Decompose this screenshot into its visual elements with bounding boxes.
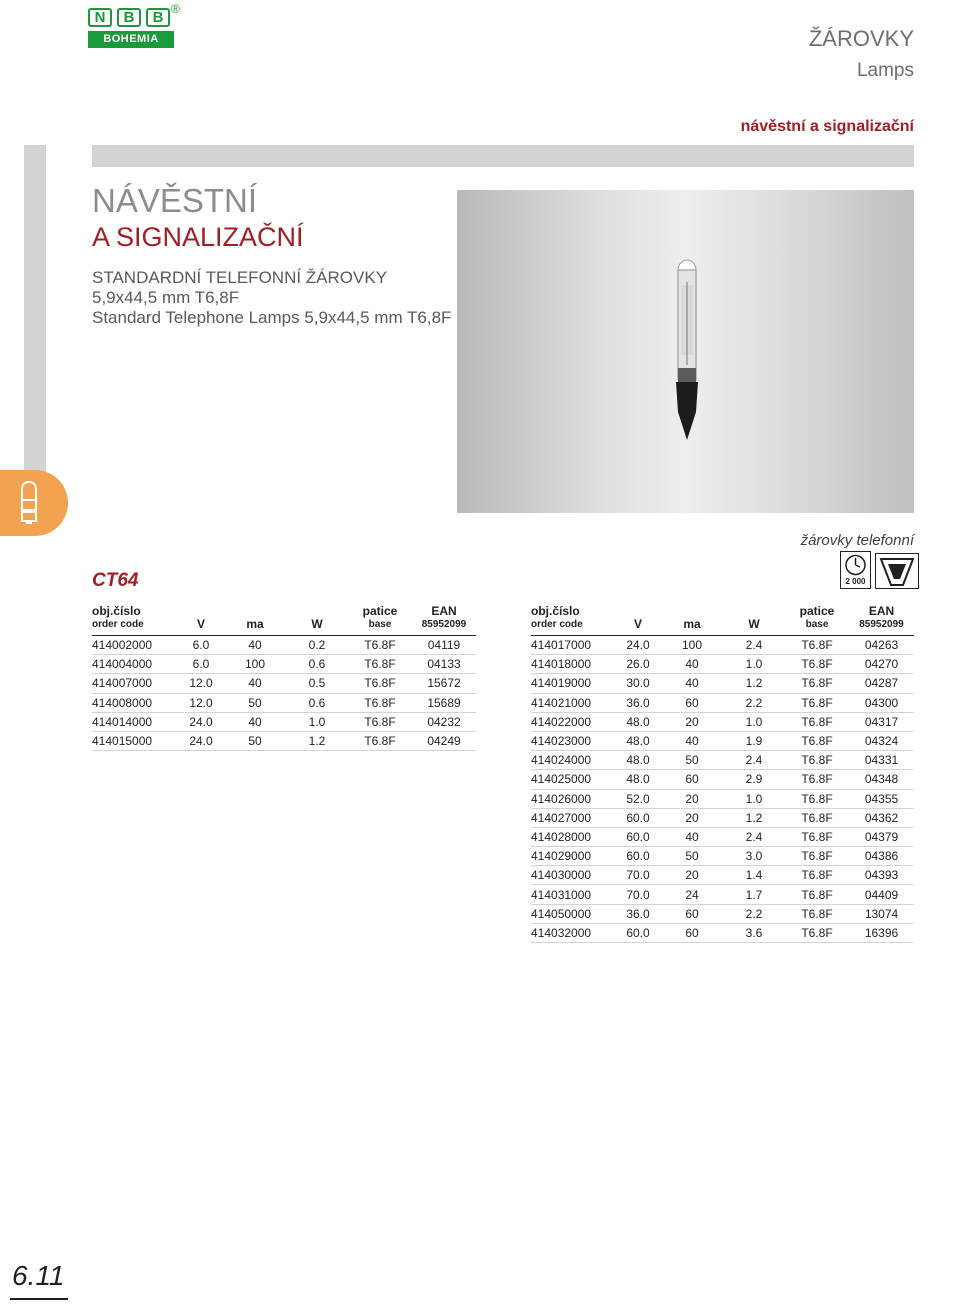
cell-base: T6.8F [785, 693, 849, 712]
cell-voltage: 70.0 [615, 885, 661, 904]
lamp-image [457, 190, 914, 513]
cell-watt: 2.9 [723, 770, 785, 789]
table-row [531, 731, 914, 750]
cell-ean: 04287 [849, 674, 914, 693]
cell-voltage: 30.0 [615, 674, 661, 693]
cell-watt: 0.5 [286, 674, 348, 693]
product-category-name: žárovky telefonní [800, 532, 914, 549]
product-code: CT64 [92, 570, 139, 591]
col-order-en: order code [92, 619, 144, 630]
table-row [531, 827, 914, 846]
cell-current: 24 [661, 885, 723, 904]
cell-ean: 04393 [849, 866, 914, 885]
cell-order-code: 414015000 [92, 731, 178, 750]
cell-current: 60 [661, 693, 723, 712]
cell-voltage: 36.0 [615, 693, 661, 712]
cell-ean: 13074 [849, 904, 914, 923]
cell-watt: 1.0 [723, 712, 785, 731]
table-body-right [531, 636, 914, 943]
cell-current: 20 [661, 789, 723, 808]
table-row [531, 847, 914, 866]
cell-voltage: 24.0 [178, 731, 224, 750]
cell-order-code: 414019000 [531, 674, 615, 693]
cell-order-code: 414004000 [92, 655, 178, 674]
section-description [92, 268, 451, 328]
logo-letters [88, 8, 174, 28]
cell-order-code: 414007000 [92, 674, 178, 693]
cell-order-code: 414024000 [531, 751, 615, 770]
cell-watt: 2.2 [723, 693, 785, 712]
col-base-en: base [368, 619, 392, 630]
top-decor-bar [92, 145, 914, 167]
col-order [92, 605, 178, 636]
cell-voltage: 12.0 [178, 693, 224, 712]
cell-watt: 1.2 [286, 731, 348, 750]
col-base-label: patice [799, 604, 835, 618]
cell-ean: 04379 [849, 827, 914, 846]
cell-current: 40 [224, 674, 286, 693]
cell-ean: 04249 [412, 731, 476, 750]
cell-order-code: 414022000 [531, 712, 615, 731]
cell-current: 40 [224, 712, 286, 731]
table-row [92, 655, 476, 674]
table-row [531, 770, 914, 789]
cell-voltage: 24.0 [615, 636, 661, 655]
page-number-rule [10, 1298, 68, 1300]
cell-current: 100 [661, 636, 723, 655]
cell-voltage: 36.0 [615, 904, 661, 923]
clock-lifetime-icon [840, 551, 871, 589]
cell-base: T6.8F [348, 712, 412, 731]
bulb-icon [18, 480, 40, 528]
col-ma: ma [661, 605, 723, 636]
cell-order-code: 414023000 [531, 731, 615, 750]
cell-order-code: 414014000 [92, 712, 178, 731]
cell-watt: 0.6 [286, 655, 348, 674]
cell-order-code: 414030000 [531, 866, 615, 885]
cell-base: T6.8F [785, 770, 849, 789]
cell-current: 40 [661, 731, 723, 750]
cell-order-code: 414029000 [531, 847, 615, 866]
cell-base: T6.8F [348, 693, 412, 712]
table-row [531, 885, 914, 904]
cell-ean: 04324 [849, 731, 914, 750]
cell-ean: 04331 [849, 751, 914, 770]
cell-order-code: 414002000 [92, 636, 178, 655]
cell-base: T6.8F [785, 655, 849, 674]
cell-watt: 1.0 [723, 655, 785, 674]
cell-base: T6.8F [785, 808, 849, 827]
desc-line1: STANDARDNÍ TELEFONNÍ ŽÁROVKY [92, 268, 388, 287]
cell-voltage: 60.0 [615, 847, 661, 866]
cell-voltage: 60.0 [615, 808, 661, 827]
cell-voltage: 48.0 [615, 770, 661, 789]
cell-base: T6.8F [785, 885, 849, 904]
page-number: 6.11 [12, 1260, 65, 1291]
cell-current: 40 [661, 674, 723, 693]
cell-ean: 15689 [412, 693, 476, 712]
table-row [92, 674, 476, 693]
cell-ean: 15672 [412, 674, 476, 693]
cell-voltage: 6.0 [178, 655, 224, 674]
cell-ean: 04232 [412, 712, 476, 731]
cell-voltage: 48.0 [615, 712, 661, 731]
col-base-en: base [805, 619, 829, 630]
cell-ean: 04270 [849, 655, 914, 674]
cell-base: T6.8F [348, 731, 412, 750]
table-row [92, 693, 476, 712]
cell-ean: 04133 [412, 655, 476, 674]
product-photo [457, 190, 914, 513]
cell-watt: 2.4 [723, 827, 785, 846]
cell-voltage: 48.0 [615, 751, 661, 770]
table-row [92, 636, 476, 655]
table-row [531, 789, 914, 808]
cell-base: T6.8F [348, 636, 412, 655]
table-row [531, 712, 914, 731]
header-category: návěstní a signalizační [740, 118, 914, 135]
cell-current: 40 [661, 827, 723, 846]
cell-order-code: 414018000 [531, 655, 615, 674]
cell-watt: 3.6 [723, 923, 785, 942]
table-row [531, 674, 914, 693]
cell-watt: 1.2 [723, 808, 785, 827]
cell-order-code: 414032000 [531, 923, 615, 942]
col-ean-label: EAN [431, 604, 457, 618]
col-base [785, 605, 849, 636]
col-ean [849, 605, 914, 636]
spec-table-right [531, 605, 914, 943]
cell-current: 60 [661, 770, 723, 789]
col-order-label: obj.číslo [531, 604, 580, 618]
cell-order-code: 414025000 [531, 770, 615, 789]
cell-watt: 1.2 [723, 674, 785, 693]
table-row [531, 751, 914, 770]
cell-voltage: 12.0 [178, 674, 224, 693]
col-base-label: patice [362, 604, 398, 618]
left-decor-bar [24, 145, 46, 477]
cell-current: 20 [661, 712, 723, 731]
col-ean-prefix: 85952099 [421, 619, 467, 630]
col-v: V [178, 605, 224, 636]
table-row [531, 693, 914, 712]
cell-current: 50 [224, 731, 286, 750]
cell-ean: 04348 [849, 770, 914, 789]
cell-base: T6.8F [785, 731, 849, 750]
logo-bohemia: BOHEMIA [88, 31, 174, 48]
col-base [348, 605, 412, 636]
lifetime-hours: 2 000 [845, 577, 866, 586]
table-header-row [531, 605, 914, 636]
col-ma: ma [224, 605, 286, 636]
cell-base: T6.8F [785, 751, 849, 770]
cell-ean: 04300 [849, 693, 914, 712]
cell-order-code: 414021000 [531, 693, 615, 712]
col-w: W [723, 605, 785, 636]
cell-ean: 04409 [849, 885, 914, 904]
cell-base: T6.8F [348, 655, 412, 674]
cell-voltage: 70.0 [615, 866, 661, 885]
col-ean-label: EAN [868, 604, 895, 618]
table-row [531, 866, 914, 885]
desc-line3: Standard Telephone Lamps 5,9x44,5 mm T6,8F [92, 308, 452, 327]
cell-watt: 1.0 [286, 712, 348, 731]
cell-order-code: 414008000 [92, 693, 178, 712]
cell-watt: 1.9 [723, 731, 785, 750]
col-order [531, 605, 615, 636]
table-row [92, 712, 476, 731]
cell-base: T6.8F [785, 847, 849, 866]
cell-current: 40 [661, 655, 723, 674]
cell-order-code: 414027000 [531, 808, 615, 827]
cell-watt: 1.7 [723, 885, 785, 904]
cell-voltage: 60.0 [615, 923, 661, 942]
cell-order-code: 414026000 [531, 789, 615, 808]
cell-ean: 04263 [849, 636, 914, 655]
cell-watt: 2.4 [723, 751, 785, 770]
cell-order-code: 414050000 [531, 904, 615, 923]
header-title: ŽÁROVKY [808, 26, 914, 51]
cell-watt: 0.2 [286, 636, 348, 655]
table-header-row [92, 605, 476, 636]
cell-current: 100 [224, 655, 286, 674]
cell-watt: 1.0 [723, 789, 785, 808]
brand-logo [88, 8, 174, 48]
col-ean [412, 605, 476, 636]
cell-ean: 04386 [849, 847, 914, 866]
table-row [531, 655, 914, 674]
cell-watt: 2.4 [723, 636, 785, 655]
cell-voltage: 52.0 [615, 789, 661, 808]
cell-order-code: 414031000 [531, 885, 615, 904]
cell-current: 20 [661, 808, 723, 827]
cell-watt: 2.2 [723, 904, 785, 923]
cell-voltage: 6.0 [178, 636, 224, 655]
cell-current: 40 [224, 636, 286, 655]
section-title-line1: NÁVĚSTNÍ [92, 182, 258, 219]
logo-letter-1: N [88, 8, 112, 27]
table-row [531, 808, 914, 827]
section-title-line2: A SIGNALIZAČNÍ [92, 222, 304, 252]
col-order-label: obj.číslo [92, 604, 141, 618]
cell-ean: 04355 [849, 789, 914, 808]
cell-base: T6.8F [785, 827, 849, 846]
cell-base: T6.8F [785, 712, 849, 731]
cell-ean: 16396 [849, 923, 914, 942]
table-row [92, 731, 476, 750]
cell-base: T6.8F [785, 674, 849, 693]
cell-voltage: 24.0 [178, 712, 224, 731]
logo-letter-3: B [146, 8, 170, 27]
table-row [531, 904, 914, 923]
cell-current: 50 [661, 751, 723, 770]
cell-base: T6.8F [785, 923, 849, 942]
logo-letter-2: B [117, 8, 141, 27]
cell-voltage: 60.0 [615, 827, 661, 846]
cell-base: T6.8F [785, 866, 849, 885]
cell-base: T6.8F [348, 674, 412, 693]
col-order-en: order code [531, 619, 583, 630]
registered-mark: ® [171, 2, 180, 16]
cell-watt: 3.0 [723, 847, 785, 866]
desc-line2: 5,9x44,5 mm T6,8F [92, 288, 240, 307]
cell-current: 50 [661, 847, 723, 866]
cell-order-code: 414017000 [531, 636, 615, 655]
cell-current: 50 [224, 693, 286, 712]
cell-current: 60 [661, 904, 723, 923]
table-row [531, 636, 914, 655]
col-v: V [615, 605, 661, 636]
cell-base: T6.8F [785, 636, 849, 655]
col-ean-prefix: 85952099 [859, 619, 904, 630]
col-w: W [286, 605, 348, 636]
cell-base: T6.8F [785, 904, 849, 923]
cell-ean: 04362 [849, 808, 914, 827]
cell-ean: 04119 [412, 636, 476, 655]
shield-category-icon [875, 553, 919, 589]
spec-table-left [92, 605, 476, 751]
table-body-left [92, 636, 476, 751]
cell-current: 20 [661, 866, 723, 885]
cell-watt: 0.6 [286, 693, 348, 712]
cell-voltage: 26.0 [615, 655, 661, 674]
cell-current: 60 [661, 923, 723, 942]
cell-watt: 1.4 [723, 866, 785, 885]
cell-order-code: 414028000 [531, 827, 615, 846]
cell-ean: 04317 [849, 712, 914, 731]
cell-base: T6.8F [785, 789, 849, 808]
table-row [531, 923, 914, 942]
cell-voltage: 48.0 [615, 731, 661, 750]
header-subtitle: Lamps [856, 60, 914, 81]
